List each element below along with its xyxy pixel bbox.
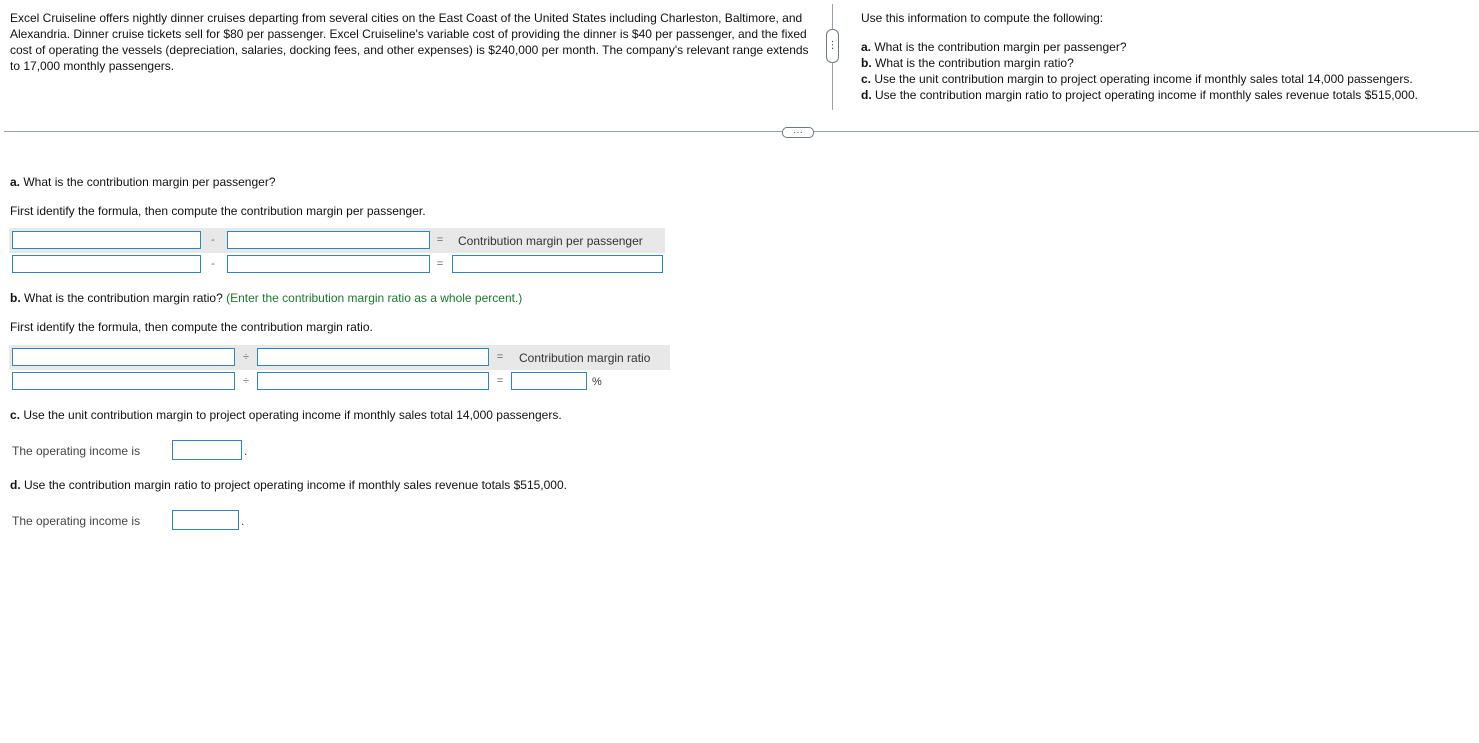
horizontal-splitter-line [4, 131, 1479, 132]
part-d-question: d. Use the contribution margin ratio to project operating income if monthly sales revenue totals $515,000. [10, 478, 567, 492]
equals-operator: = [436, 234, 444, 246]
instruction-item-a: a. What is the contribution margin per passenger? [861, 40, 1127, 54]
part-b-formula-input-1[interactable] [12, 348, 235, 366]
part-c-answer-input[interactable] [172, 440, 242, 460]
part-a-question: a. What is the contribution margin per passenger? [10, 175, 276, 189]
part-b-answer-input[interactable] [511, 372, 587, 390]
part-a-result-label: Contribution margin per passenger [458, 234, 643, 248]
problem-text: Excel Cruiseline offers nightly dinner cruises departing from several cities on the East Coast of the United States including Charleston, Baltimore, and Alexandria. Dinner cruise tickets sell for $80 per passenger. Excel Cruiseline's variable cost of providing the dinner is $40 per passenger, and the fixed cost of operating the vessels (depreciation, salaries, docking fees, and other expenses) is $240,000 per month. The company's relevant range extends to 17,000 monthly passengers. [10, 11, 809, 73]
part-a-formula-input-2[interactable] [227, 231, 430, 249]
equals-operator: = [496, 351, 504, 363]
minus-operator: - [211, 258, 215, 270]
part-c-period: . [244, 444, 248, 458]
part-b-value-input-1[interactable] [12, 372, 235, 390]
divide-operator: ÷ [242, 375, 250, 387]
divide-operator: ÷ [242, 351, 250, 363]
part-a-value-input-2[interactable] [227, 255, 430, 273]
instruction-item-c: c. Use the unit contribution margin to project operating income if monthly sales total 14,000 passengers. [861, 72, 1413, 86]
part-a-value-input-1[interactable] [12, 255, 201, 273]
part-c-answer-label: The operating income is [12, 444, 141, 458]
part-b-formula-input-2[interactable] [257, 348, 489, 366]
part-d-answer-label: The operating income is [12, 514, 141, 528]
equals-operator: = [436, 258, 444, 270]
part-b-result-label: Contribution margin ratio [519, 351, 651, 365]
part-c-question: c. Use the unit contribution margin to project operating income if monthly sales total 14,000 passengers. [10, 408, 562, 422]
part-b-note: (Enter the contribution margin ratio as a whole percent.) [226, 291, 523, 305]
part-d-answer-input[interactable] [172, 510, 239, 530]
part-b-value-input-2[interactable] [257, 372, 489, 390]
instruction-item-d: d. Use the contribution margin ratio to project operating income if monthly sales revenue totals $515,000. [861, 88, 1418, 102]
part-b-instruction: First identify the formula, then compute the contribution margin ratio. [10, 320, 373, 334]
minus-operator: - [211, 234, 215, 246]
part-a-instruction: First identify the formula, then compute the contribution margin per passenger. [10, 204, 426, 218]
part-b-question: b. What is the contribution margin ratio? (Enter the contribution margin ratio as a whole percent.) [10, 291, 523, 305]
instructions-intro: Use this information to compute the following: [861, 11, 1104, 25]
part-d-period: . [241, 514, 245, 528]
part-a-answer-input[interactable] [452, 255, 663, 273]
instructions-panel [861, 10, 1476, 103]
vertical-splitter-handle[interactable]: ⋮ [826, 29, 839, 63]
percent-unit: % [592, 376, 602, 388]
equals-operator: = [496, 375, 504, 387]
part-a-formula-input-1[interactable] [12, 231, 201, 249]
horizontal-splitter-handle[interactable]: ··· [782, 127, 814, 138]
instruction-item-b: b. What is the contribution margin ratio? [861, 56, 1074, 70]
